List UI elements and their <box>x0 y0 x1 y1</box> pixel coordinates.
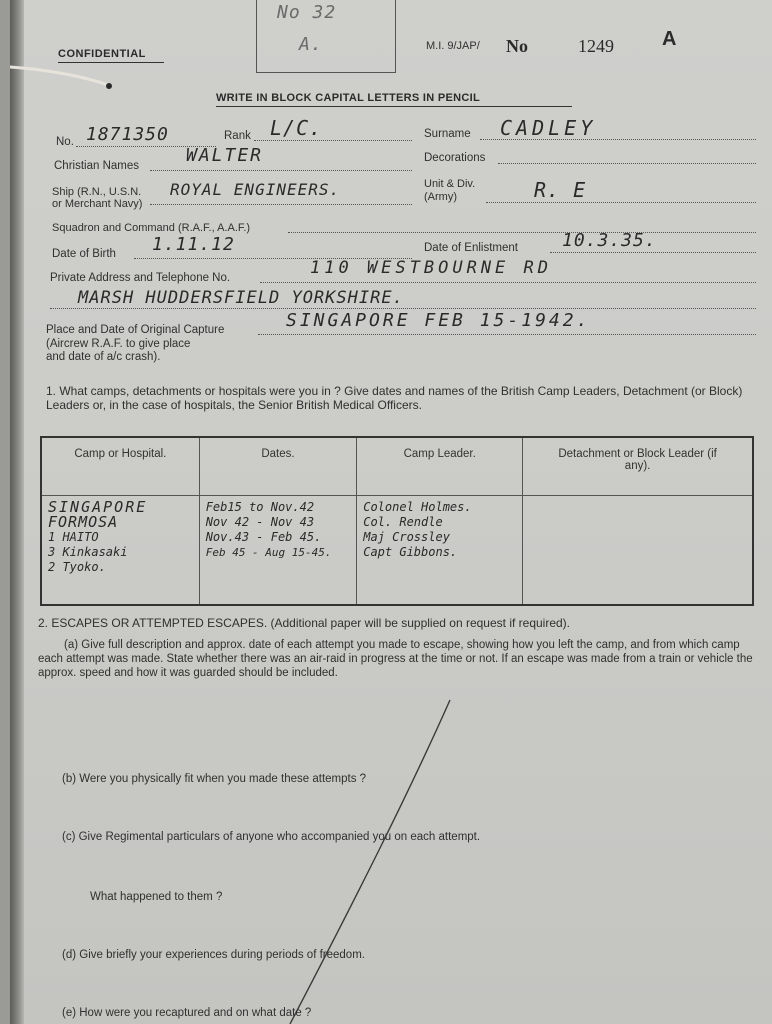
camp-line: 1 HAITO <box>48 530 99 544</box>
squadron-label: Squadron and Command (R.A.F., A.A.F.) <box>52 222 251 234</box>
enlistment-label: Date of Enlistment <box>424 242 518 254</box>
question-1: 1. What camps, detachments or hospitals were you in ? Give dates and names of the British Camp Leaders, Detachment (or Block) Leaders or, in the case of hospitals, the Senior British Medical Officers. <box>46 384 743 412</box>
capture-label-1: Place and Date of Original Capture <box>46 324 225 336</box>
cancel-stroke <box>10 0 772 1024</box>
leader-line: Capt Gibbons. <box>363 545 458 559</box>
question-2b: (b) Were you physically fit when you made these attempts ? <box>62 773 367 785</box>
instruction-heading: WRITE IN BLOCK CAPITAL LETTERS IN PENCIL <box>216 92 480 104</box>
capture-value: SINGAPORE FEB 15-1942. <box>286 310 591 331</box>
surname-value: CADLEY <box>500 116 597 140</box>
leader-line: Colonel Holmes. <box>363 500 472 514</box>
ref-label: M.I. 9/JAP/ <box>426 40 480 52</box>
col-leader-header: Camp Leader. <box>357 437 523 496</box>
dob-value: 1.11.12 <box>152 234 235 255</box>
capture-label-3: and date of a/c crash). <box>46 351 161 363</box>
col-dates-header: Dates. <box>199 437 357 496</box>
date-line: Nov 42 - Nov 43 <box>205 515 315 529</box>
address-value-2: MARSH HUDDERSFIELD YORKSHIRE. <box>78 288 404 308</box>
confidential-label: CONFIDENTIAL <box>58 48 146 60</box>
date-line: Feb15 to Nov.42 <box>205 500 315 514</box>
section-2-title: 2. ESCAPES OR ATTEMPTED ESCAPES. (Additional paper will be supplied on request if required). <box>38 616 571 630</box>
christian-value: WALTER <box>186 145 264 166</box>
question-2a: (a) Give full description and approx. date of each attempt you made to escape, showing how you left the camp, and from which camp each attempt was made. State whether there was an air-raid in progress at the time or not. If an escape was made from a train or vehicle the approx. speed and how it was guarded should be included. <box>38 639 753 679</box>
capture-label-2: (Aircrew R.A.F. to give place <box>46 338 191 350</box>
leader-line: Maj Crossley <box>363 530 450 544</box>
question-2c: (c) Give Regimental particulars of anyone who accompanied you on each attempt. <box>62 831 481 843</box>
ship-label-1: Ship (R.N., U.S.N. <box>52 186 142 198</box>
camp-line: FORMOSA <box>48 513 119 531</box>
enlistment-value: 10.3.35. <box>562 230 657 251</box>
unit-label-2: (Army) <box>424 191 457 203</box>
dob-label: Date of Birth <box>52 248 116 260</box>
date-line: Feb 45 - Aug 15-45. <box>205 546 332 559</box>
ship-label-2: or Merchant Navy) <box>52 198 143 210</box>
question-2d: (d) Give briefly your experiences during periods of freedom. <box>62 949 365 961</box>
rank-value: L/C. <box>270 116 323 140</box>
camp-line: 3 Kinkasaki <box>48 545 128 559</box>
address-value-1: 110 WESTBOURNE RD <box>310 258 552 278</box>
decorations-label: Decorations <box>424 152 486 164</box>
date-line: Nov.43 - Feb 45. <box>205 530 322 544</box>
christian-label: Christian Names <box>54 160 139 172</box>
col-camp-header: Camp or Hospital. <box>41 437 199 496</box>
document-sheet <box>10 0 772 1024</box>
question-2e: (e) How were you recaptured and on what date ? <box>62 1007 312 1019</box>
no-label: No. <box>56 136 74 148</box>
camp-line: 2 Tyoko. <box>48 560 106 574</box>
col-detachment-header: Detachment or Block Leader (if any). <box>523 437 753 496</box>
leader-line: Col. Rendle <box>363 515 443 529</box>
unit-label-1: Unit & Div. <box>424 178 476 190</box>
ship-value: ROYAL ENGINEERS. <box>170 180 341 199</box>
stamp-letter: A. <box>299 34 323 55</box>
stamp-number: No 32 <box>277 2 337 23</box>
form-number: 1249 <box>578 36 614 56</box>
form-letter: A <box>662 28 677 50</box>
rank-label: Rank <box>224 130 251 142</box>
camp-line: SINGAPORE <box>48 498 148 516</box>
address-label: Private Address and Telephone No. <box>50 272 231 284</box>
no-value: 1871350 <box>86 124 169 145</box>
unit-value: R. E <box>534 178 587 202</box>
surname-label: Surname <box>424 128 471 140</box>
no-symbol: No <box>506 36 528 56</box>
question-2c-followup: What happened to them ? <box>90 891 223 903</box>
